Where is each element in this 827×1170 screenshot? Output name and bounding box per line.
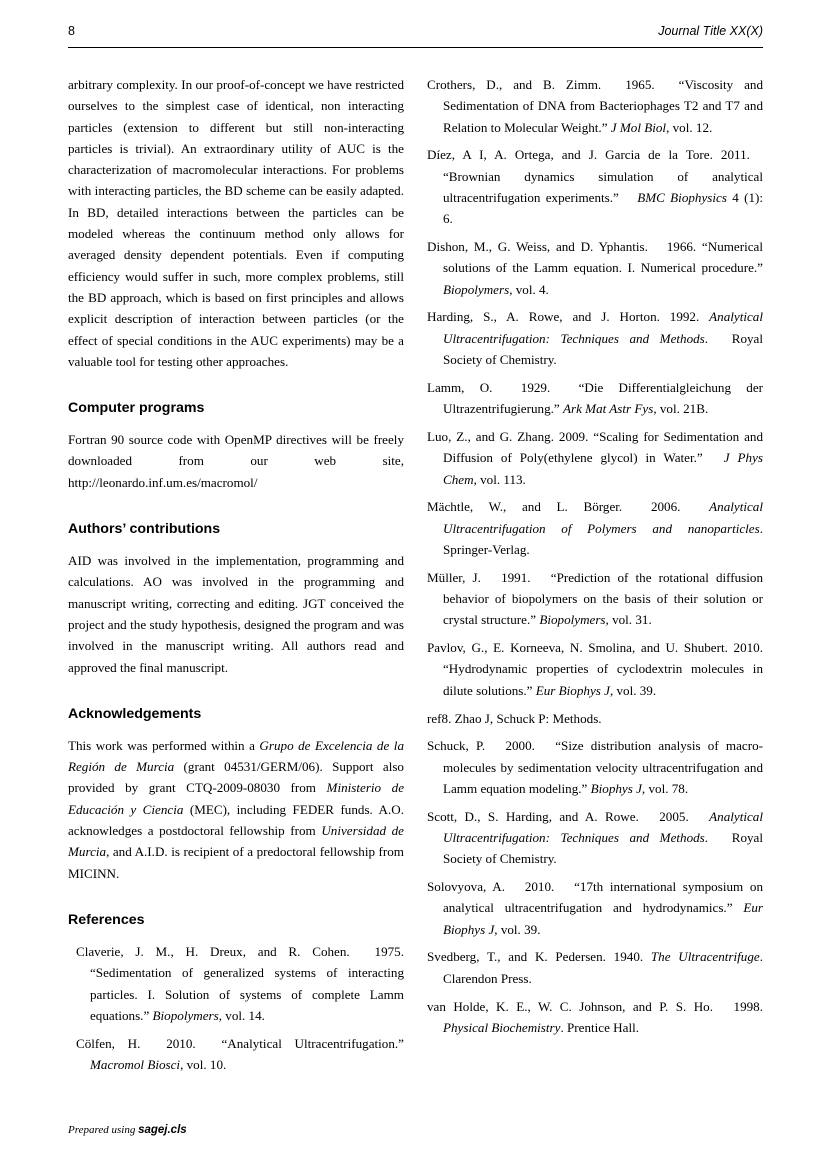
- reference-entry: [427, 735, 763, 799]
- ack-text-3: (MEC), including FEDER funds. A.O. acknowledges a postdoctoral fellowship from: [68, 801, 404, 839]
- reference-source-title: The Ultracentrifuge: [650, 949, 760, 965]
- footer-class-file: sagej.cls: [138, 1124, 187, 1136]
- page-number: 8: [68, 24, 75, 38]
- ack-text-1: This work was performed within a: [68, 737, 260, 753]
- reference-text-after: , vol. 14.: [218, 1007, 265, 1023]
- reference-source-title: Biopolymers: [152, 1007, 219, 1023]
- page-footer: [68, 1124, 187, 1136]
- spacer: [68, 372, 404, 399]
- reference-text-after: , vol. 4.: [509, 281, 549, 297]
- reference-entry: [427, 496, 763, 560]
- reference-text-before: Schuck, P. 2000. “Size distribution analysis of macro-molecules by sedimentation velocity ultracentrifugation and Lamm equation modeling.”: [427, 738, 763, 796]
- section-heading-computer-programs: Computer programs: [68, 400, 205, 417]
- reference-text-after: , vol. 78.: [641, 780, 689, 796]
- spacer: [68, 417, 404, 429]
- reference-text-before: Crothers, D., and B. Zimm. 1965. “Viscosity and Sedimentation of DNA from Bacteriophages T2 and T7 and Relation to Molecular Weight.”: [427, 77, 763, 135]
- section-heading-authors-contributions: Authors’ contributions: [68, 521, 221, 538]
- reference-text-after: . Royal Society of Chemistry.: [443, 330, 763, 368]
- reference-entry: [68, 1033, 404, 1076]
- section-heading-acknowledgements: Acknowledgements: [68, 705, 202, 722]
- ack-italic-1: Grupo de Excelencia de la Región de Murcia: [68, 737, 404, 775]
- reference-list-left: [68, 941, 404, 1075]
- reference-source-title: J Phys Chem: [443, 450, 763, 487]
- reference-source-title: Biopolymers: [539, 612, 606, 628]
- reference-list-right: [427, 74, 763, 1038]
- reference-text-before: Svedberg, T., and K. Pedersen. 1940.: [427, 949, 651, 965]
- spacer: [68, 884, 404, 911]
- right-column: [427, 74, 763, 1038]
- reference-entry: [427, 426, 763, 490]
- reference-text-before: Lamm, O. 1929. “Die Differentialgleichung der Ultrazentrifugierung.”: [427, 379, 763, 417]
- reference-entry: [427, 708, 763, 729]
- reference-text-after: . Prentice Hall.: [560, 1019, 639, 1035]
- computer-programs-paragraph: Fortran 90 source code with OpenMP directives will be freely downloaded from our web site, http://leonardo.inf.um.es/macromol/: [68, 432, 404, 490]
- reference-text-after: , vol. 39.: [609, 682, 657, 698]
- reference-entry: [427, 946, 763, 989]
- reference-entry: [427, 876, 763, 940]
- reference-source-title: BMC Biophysics: [637, 189, 727, 205]
- reference-entry: [427, 567, 763, 631]
- reference-source-title: Analytical Ultracentrifugation: Techniques and Methods: [443, 808, 763, 845]
- reference-text-before: Luo, Z., and G. Zhang. 2009. “Scaling for Sedimentation and Diffusion of Poly(ethylene glycol) in Water.”: [427, 428, 763, 466]
- reference-source-title: Analytical Ultracentrifugation: Techniques and Methods: [443, 309, 763, 346]
- running-head: [68, 24, 763, 38]
- reference-text-after: . Royal Society of Chemistry.: [443, 830, 763, 867]
- reference-source-title: Eur Biophys J: [535, 682, 610, 698]
- reference-text-after: , vol. 31.: [605, 612, 652, 628]
- two-column-body: [68, 74, 763, 1084]
- reference-text-before: Pavlov, G., E. Korneeva, N. Smolina, and U. Shubert. 2010. “Hydrodynamic properties of cyclodextrin molecules in dilute solutions.”: [427, 640, 763, 698]
- reference-entry: [427, 806, 763, 870]
- reference-entry: [427, 144, 763, 229]
- reference-text-before: Dishon, M., G. Weiss, and D. Yphantis. 1966. “Numerical solutions of the Lamm equation. I. Numerical procedure.”: [427, 239, 763, 276]
- ack-italic-3: Universidad de Murcia: [68, 823, 404, 860]
- reference-source-title: J Mol Biol: [610, 119, 667, 135]
- reference-entry: [427, 236, 763, 300]
- ack-text-2: (grant 04531/GERM/06). Support also provided by grant CTQ-2009-08030 from: [68, 759, 404, 796]
- spacer: [68, 929, 404, 941]
- reference-source-title: Biopolymers: [443, 281, 510, 297]
- reference-text-before: Solovyova, A. 2010. “17th international symposium on analytical ultracentrifugation and hydrodynamics.”: [427, 879, 763, 916]
- spacer: [68, 678, 404, 705]
- continued-paragraph: arbitrary complexity. In our proof-of-concept we have restricted ourselves to the simplest case of identical, non interacting particles (extension to different but still non-interacting particles is trivial). An extraordinary utility of AUC is the characterization of macromolecular interactions. For problems with interacting particles, the BD scheme can be easily adapted. In BD, detailed interactions between the particles can be modeled whereas the continuum method only allows for averaged density dependent potentials. Even if computing efficiency would suffer in such, more complex problems, still the BD approach, which is based on first principles and allows explicit description of interaction between particles (or the effect of special conditions in the AUC experiments) may be a valuable tool for testing other approaches.: [68, 77, 404, 369]
- reference-text-after: , vol. 10.: [180, 1056, 227, 1072]
- spacer: [68, 493, 404, 520]
- spacer: [68, 538, 404, 550]
- reference-text-after: . Springer-Verlag.: [443, 520, 763, 557]
- footer-prepared-label: Prepared using: [68, 1124, 139, 1136]
- reference-source-title: Eur Biophys J: [443, 900, 763, 937]
- reference-source-title: Macromol Biosci: [90, 1056, 181, 1072]
- ack-italic-2: Ministerio de Educación y Ciencia: [68, 780, 405, 817]
- reference-text-before: Mächtle, W., and L. Börger. 2006.: [427, 499, 710, 515]
- reference-text-after: , vol. 39.: [494, 921, 541, 937]
- reference-text-before: Harding, S., A. Rowe, and J. Horton. 1992.: [427, 309, 710, 325]
- reference-text-after: , vol. 21B.: [653, 401, 709, 417]
- reference-text-before: Díez, A I, A. Ortega, and J. Garcia de la Tore. 2011. “Brownian dynamics simulation of analytical ultracentrifugation experiments.”: [427, 147, 763, 205]
- journal-title: Journal Title XX(X): [658, 24, 763, 38]
- reference-entry: [427, 637, 763, 701]
- reference-entry: [427, 306, 763, 370]
- spacer: [68, 723, 404, 735]
- reference-text-before: Cölfen, H. 2010. “Analytical Ultracentrifugation.”: [76, 1035, 404, 1051]
- reference-text-after: . Clarendon Press.: [443, 949, 763, 986]
- reference-text-after: , vol. 113.: [473, 471, 526, 487]
- acknowledgements-paragraph: [68, 735, 404, 884]
- reference-source-title: Biophys J: [590, 780, 642, 796]
- reference-entry: [68, 941, 404, 1026]
- header-rule: [68, 47, 763, 48]
- section-heading-references: References: [68, 911, 145, 928]
- reference-text-before: van Holde, K. E., W. C. Johnson, and P. S. Ho. 1998.: [427, 998, 763, 1014]
- reference-text-before: Claverie, J. M., H. Dreux, and R. Cohen. 1975. “Sedimentation of generalized systems of interacting particles. I. Solution of systems of complete Lamm equations.”: [76, 943, 404, 1023]
- reference-text-after: 4 (1): 6.: [443, 189, 763, 227]
- reference-source-title: Analytical Ultracentrifugation of Polymers and nanoparticles: [443, 499, 763, 536]
- reference-entry: [427, 996, 763, 1039]
- ack-text-4: , and A.I.D. is recipient of a predoctoral fellowship from MICINN.: [68, 844, 404, 881]
- reference-source-title: Physical Biochemistry: [443, 1019, 561, 1035]
- reference-entry: [427, 377, 763, 420]
- reference-source-title: Ark Mat Astr Fys: [562, 401, 654, 417]
- reference-entry: [427, 74, 763, 138]
- reference-text-before: Müller, J. 1991. “Prediction of the rotational diffusion behavior of biopolymers on the basis of their solution or crystal structure.”: [427, 569, 763, 628]
- authors-contributions-paragraph: AID was involved in the implementation, programming and calculations. AO was involved in the programming and manuscript writing, correcting and editing. JGT conceived the project and the study hypothesis, designed the program and was involved in the manuscript writing. All authors read and approved the final manuscript.: [68, 553, 404, 675]
- reference-text-before: Scott, D., S. Harding, and A. Rowe. 2005.: [427, 808, 710, 824]
- reference-text-before: ref8. Zhao J, Schuck P: Methods.: [427, 710, 602, 726]
- reference-text-after: , vol. 12.: [666, 119, 713, 135]
- left-column: [68, 74, 404, 1075]
